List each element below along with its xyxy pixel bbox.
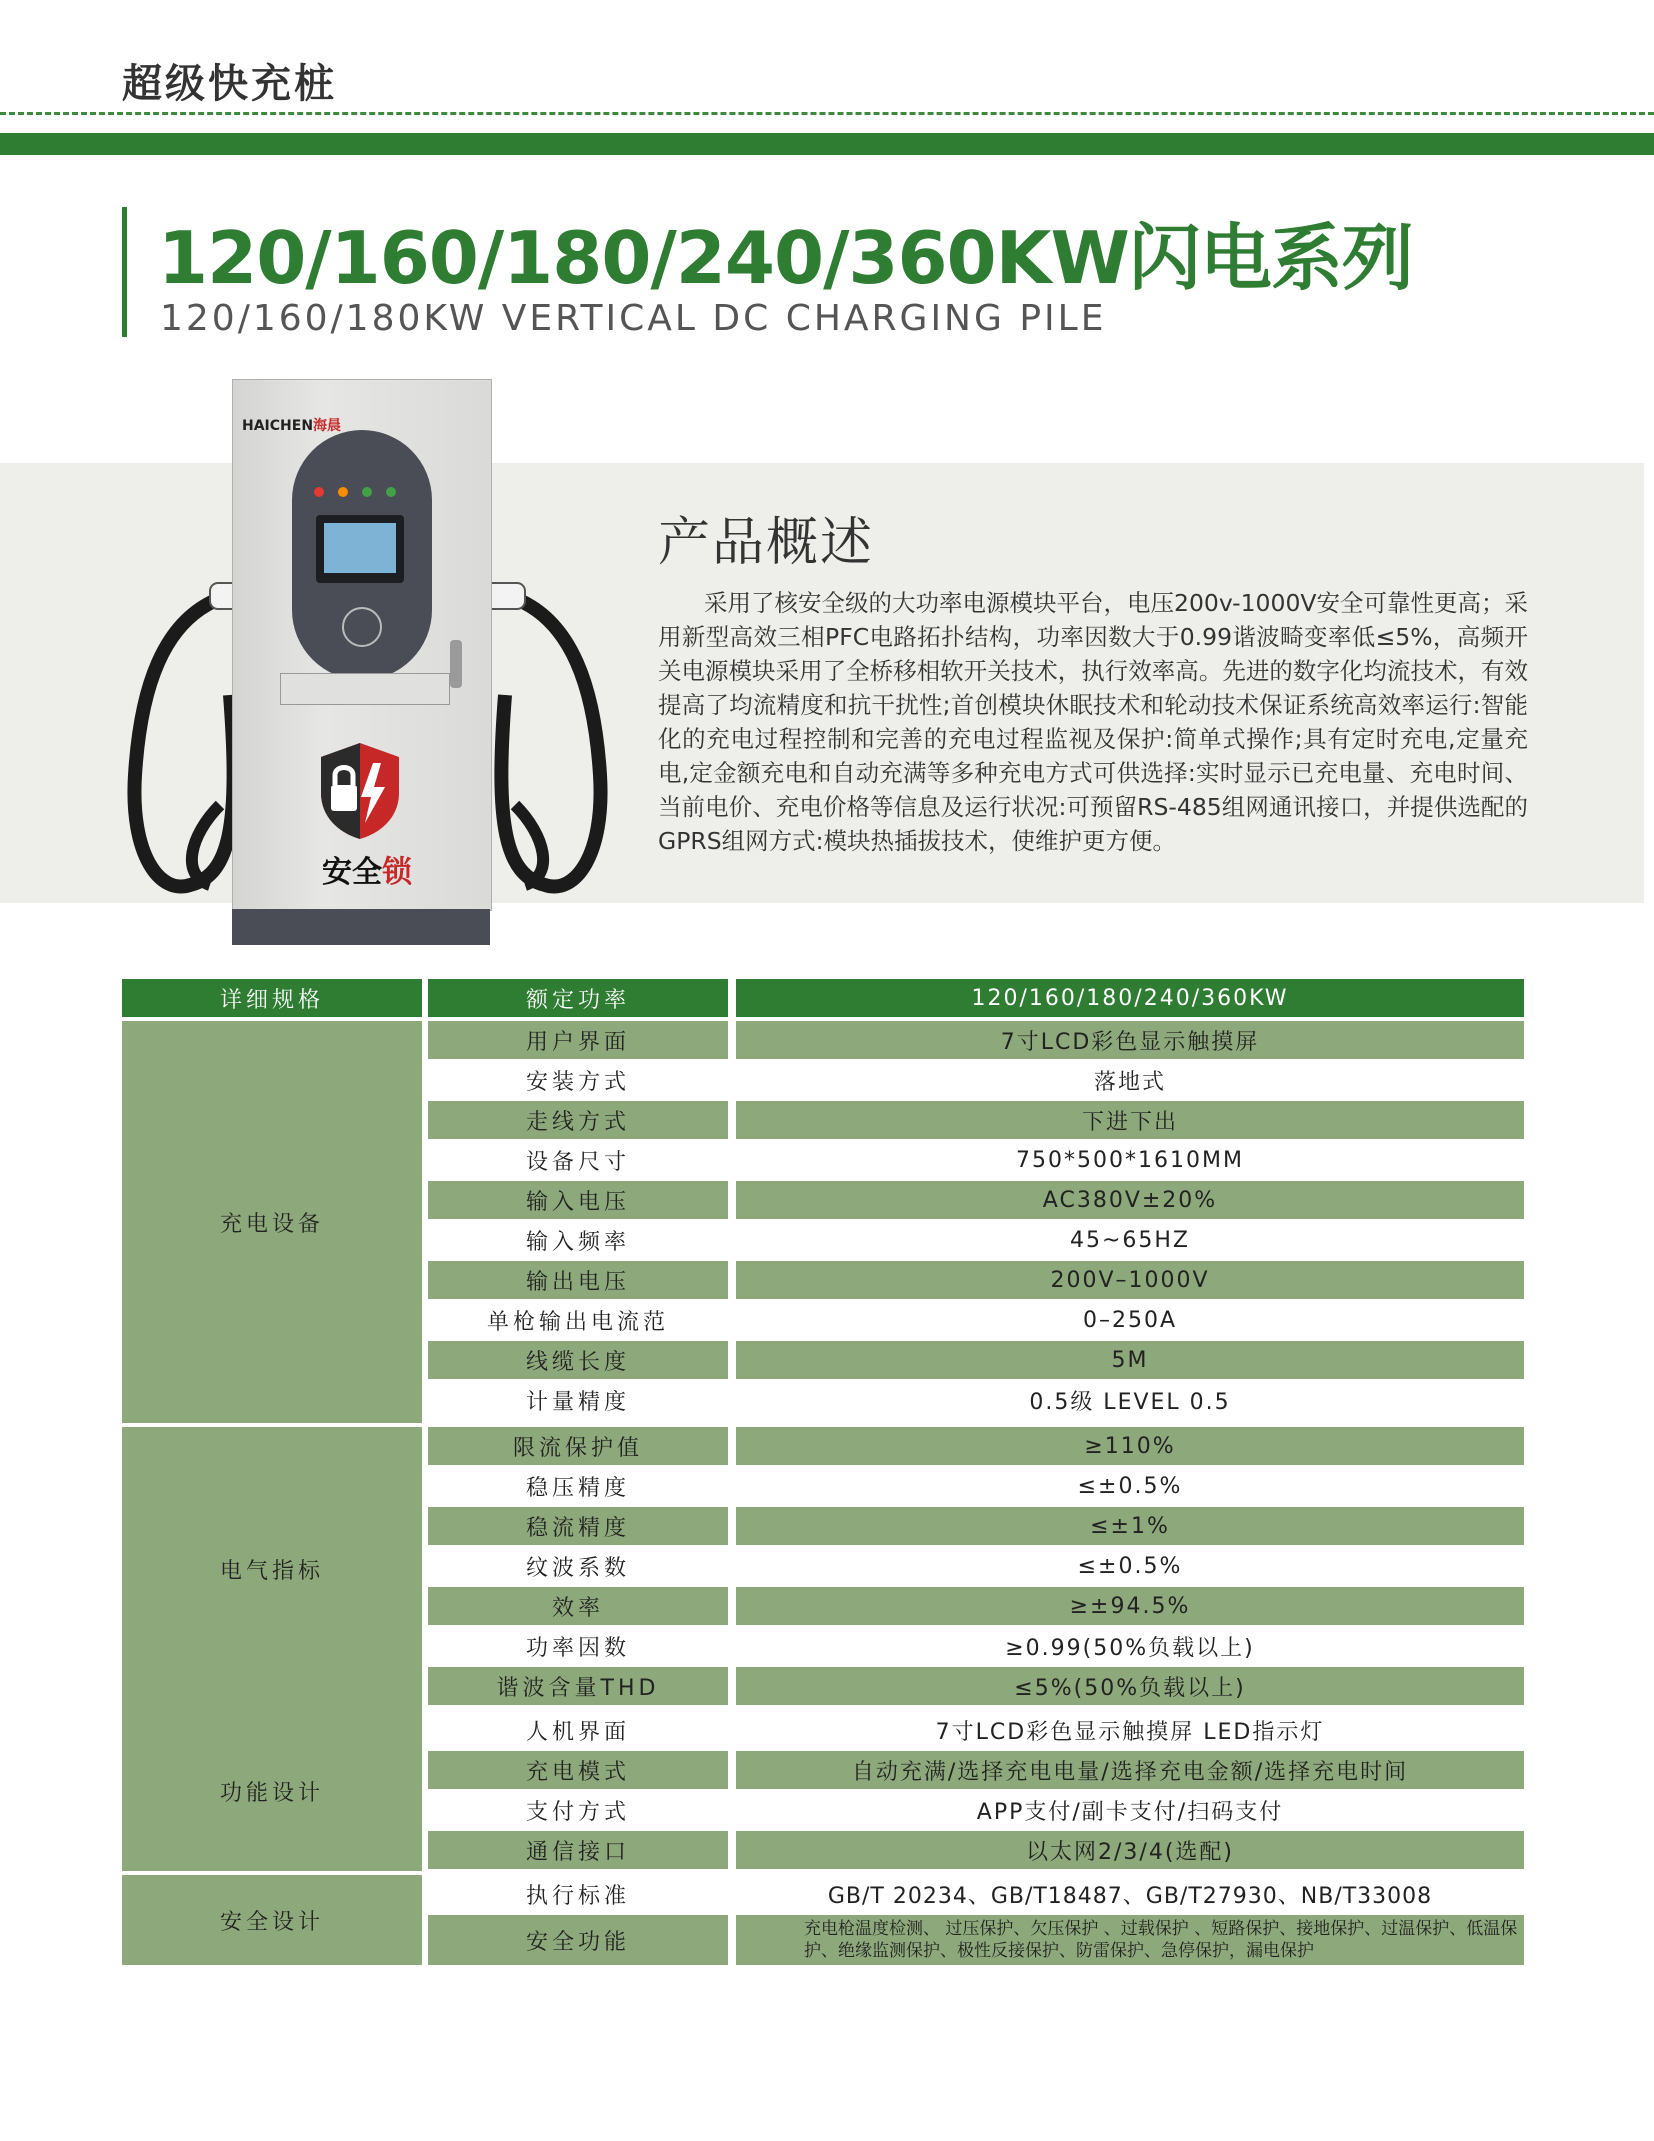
spec-label: 通信接口 xyxy=(428,1831,728,1869)
spec-value: 200V–1000V xyxy=(736,1261,1524,1299)
spec-value: AC380V±20% xyxy=(736,1181,1524,1219)
spec-label: 输入电压 xyxy=(428,1181,728,1219)
spec-value: ≤±1% xyxy=(736,1507,1524,1545)
overview-heading: 产品概述 xyxy=(658,513,875,573)
page-subtitle: 120/160/180KW VERTICAL DC CHARGING PILE xyxy=(160,298,1107,339)
spec-value: ≤±0.5% xyxy=(1077,1473,1183,1499)
category-label: 超级快充桩 xyxy=(122,61,337,107)
spec-value: 750*500*1610MM xyxy=(1016,1147,1244,1173)
cabinet-base xyxy=(232,909,490,945)
spec-label: 效率 xyxy=(428,1587,728,1625)
indicator-led-orange-icon xyxy=(338,487,348,497)
charging-pile-image xyxy=(120,375,640,955)
spec-value: APP支付/副卡支付/扫码支付 xyxy=(976,1799,1284,1825)
breaker-switch-row xyxy=(280,673,450,705)
security-shield-icon xyxy=(317,741,403,841)
spec-label: 安全功能 xyxy=(428,1915,728,1965)
spec-label: 限流保护值 xyxy=(428,1427,728,1465)
group-label: 充电设备 xyxy=(122,1021,422,1423)
spec-label: 谐波含量THD xyxy=(428,1667,728,1705)
spec-label: 纹波系数 xyxy=(525,1555,630,1581)
indicator-led-green-icon xyxy=(362,487,372,497)
spec-label: 充电模式 xyxy=(428,1751,728,1789)
spec-label: 安装方式 xyxy=(525,1069,630,1095)
title-accent-bar xyxy=(122,207,127,337)
green-header-bar xyxy=(0,133,1654,155)
spec-label: 功率因数 xyxy=(525,1635,630,1661)
indicator-led-red-icon xyxy=(314,487,324,497)
spec-value: 7寸LCD彩色显示触摸屏 LED指示灯 xyxy=(935,1719,1325,1745)
spec-value: ≤±0.5% xyxy=(1077,1553,1183,1579)
spec-value: 5M xyxy=(736,1341,1524,1379)
spec-label: 稳压精度 xyxy=(525,1475,630,1501)
spec-label: 执行标准 xyxy=(525,1883,630,1909)
page-title: 120/160/180/240/360KW闪电系列 xyxy=(158,216,1413,300)
spec-value: 自动充满/选择充电电量/选择充电金额/选择充电时间 xyxy=(736,1751,1524,1789)
spec-value: ≥0.99(50%负载以上) xyxy=(1005,1635,1255,1661)
spec-label: 设备尺寸 xyxy=(525,1149,630,1175)
spec-label: 用户界面 xyxy=(428,1021,728,1059)
spec-value: 充电枪温度检测、 过压保护、欠压保护 、过载保护 、短路保护、接地保护、过温保护、低温保护、绝缘监测保护、极性反接保护、防雷保护、急停保护，漏电保护 xyxy=(736,1915,1524,1965)
spec-value: GB/T 20234、GB/T18487、GB/T27930、NB/T33008 xyxy=(827,1883,1433,1909)
dashed-divider xyxy=(0,112,1654,115)
indicator-led-green-icon xyxy=(386,487,396,497)
left-cable-icon xyxy=(120,575,250,905)
spec-value: 0.5级 LEVEL 0.5 xyxy=(1029,1389,1231,1415)
header-cell: 120/160/180/240/360KW xyxy=(736,979,1524,1017)
spec-value: ≤5%(50%负载以上) xyxy=(736,1667,1524,1705)
spec-value: ≥±94.5% xyxy=(736,1587,1524,1625)
spec-label: 稳流精度 xyxy=(428,1507,728,1545)
door-handle-icon xyxy=(450,640,462,688)
safety-lock-label: 安全锁 xyxy=(322,855,412,890)
spec-value: ≥110% xyxy=(736,1427,1524,1465)
group-label: 电气指标 xyxy=(122,1427,422,1711)
card-reader-icon xyxy=(342,607,382,647)
spec-label: 走线方式 xyxy=(428,1101,728,1139)
spec-label: 线缆长度 xyxy=(428,1341,728,1379)
brand-logo: HAICHEN海晨 xyxy=(242,418,342,434)
overview-paragraph: 采用了核安全级的大功率电源模块平台，电压200v-1000V安全可靠性更高；采用新型高效三相PFC电路拓扑结构，功率因数大于0.99谐波畸变率低≤5%，高频开关电源模块采用了全桥移相软开关技术，执行效率高。先进的数字化均流技术，有效提高了均流精度和抗干扰性;首创模块休眠技术和轮动技术保证系统高效率运行:智能化的充电过程控制和完善的充电过程监视及保护:简单式操作;具有定时充电,定量充电,定金额充电和自动充满等多种充电方式可供选择:实时显示已充电量、充电时间、当前电价、充电价格等信息及运行状况:可预留RS-485组网通讯接口，并提供选配的 GPRS组网方式:模块热插拔技术，使维护更方便。 xyxy=(658,589,1528,855)
spec-label: 输出电压 xyxy=(428,1261,728,1299)
header-cell: 额定功率 xyxy=(428,979,728,1017)
spec-value: 7寸LCD彩色显示触摸屏 xyxy=(736,1021,1524,1059)
spec-value: 45~65HZ xyxy=(1069,1227,1191,1253)
spec-value: 0–250A xyxy=(1082,1307,1178,1333)
group-label: 安全设计 xyxy=(122,1875,422,1965)
spec-label: 人机界面 xyxy=(525,1719,630,1745)
spec-label: 支付方式 xyxy=(525,1799,630,1825)
lcd-display xyxy=(324,523,396,573)
spec-value: 以太网2/3/4(选配) xyxy=(736,1831,1524,1869)
right-cable-icon xyxy=(485,575,615,905)
group-label: 功能设计 xyxy=(122,1711,422,1871)
spec-value: 下进下出 xyxy=(736,1101,1524,1139)
spec-label: 单枪输出电流范 xyxy=(486,1309,669,1335)
spec-value: 落地式 xyxy=(1093,1069,1166,1095)
header-cell: 详细规格 xyxy=(122,979,422,1017)
spec-label: 计量精度 xyxy=(525,1389,630,1415)
spec-label: 输入频率 xyxy=(525,1229,630,1255)
